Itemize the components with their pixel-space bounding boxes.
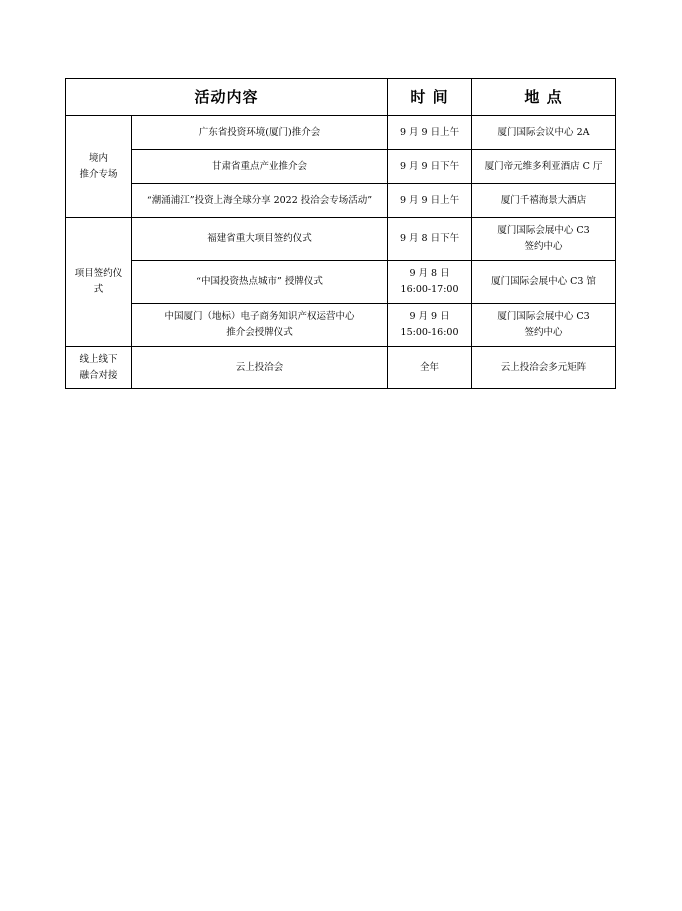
event-place: 云上投洽会多元矩阵 [472, 347, 616, 389]
event-time: 9 月 9 日上午 [388, 184, 472, 218]
event-content: “中国投资热点城市” 授牌仪式 [132, 261, 388, 304]
event-time: 9 月 9 日 15:00-16:00 [388, 304, 472, 347]
table-header-row [66, 79, 616, 116]
table-row [66, 261, 616, 304]
table-row [66, 304, 616, 347]
header-place: 地 点 [472, 79, 616, 116]
table-row [66, 347, 616, 389]
table-row [66, 184, 616, 218]
event-content: 甘肃省重点产业推介会 [132, 150, 388, 184]
event-place: 厦门千禧海景大酒店 [472, 184, 616, 218]
table-row [66, 150, 616, 184]
event-place: 厦门国际会展中心 C3 馆 [472, 261, 616, 304]
event-place: 厦门国际会展中心 C3 签约中心 [472, 304, 616, 347]
event-content: 福建省重大项目签约仪式 [132, 218, 388, 261]
event-place: 厦门帝元维多利亚酒店 C 厅 [472, 150, 616, 184]
event-time: 全年 [388, 347, 472, 389]
event-time: 9 月 9 日下午 [388, 150, 472, 184]
group-label: 线上线下 融合对接 [66, 347, 132, 389]
event-content: 云上投洽会 [132, 347, 388, 389]
table-row [66, 116, 616, 150]
table-row [66, 218, 616, 261]
event-schedule-table [65, 78, 616, 389]
event-place: 厦门国际会展中心 C3 签约中心 [472, 218, 616, 261]
group-label: 境内 推介专场 [66, 116, 132, 218]
event-place: 厦门国际会议中心 2A [472, 116, 616, 150]
group-label: 项目签约仪 式 [66, 218, 132, 347]
event-time: 9 月 8 日 16:00-17:00 [388, 261, 472, 304]
header-content: 活动内容 [66, 79, 388, 116]
header-time: 时 间 [388, 79, 472, 116]
event-content: 广东省投资环境(厦门)推介会 [132, 116, 388, 150]
event-time: 9 月 9 日上午 [388, 116, 472, 150]
event-content: 中国厦门（地标）电子商务知识产权运营中心 推介会授牌仪式 [132, 304, 388, 347]
event-time: 9 月 8 日下午 [388, 218, 472, 261]
event-content: “潮涌浦江”投资上海全球分享 2022 投洽会专场活动” [132, 184, 388, 218]
